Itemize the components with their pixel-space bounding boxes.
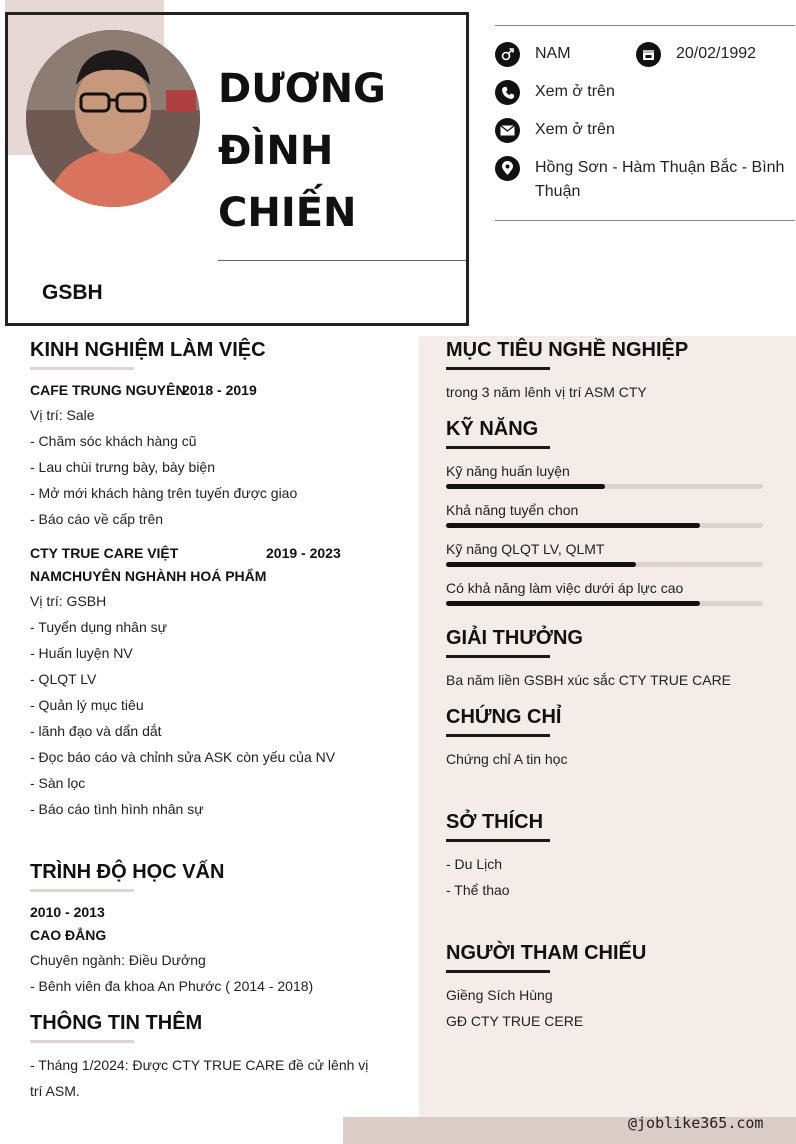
extra-info-underline — [30, 1040, 134, 1043]
birthday-row — [636, 42, 756, 67]
address-line-1: Hồng Sơn - Hàm Thuận Bắc - Bình — [535, 159, 785, 176]
skill-bar-fill — [446, 562, 636, 567]
references-title: NGƯỜI THAM CHIẾU — [446, 942, 647, 964]
education-school: CAO ĐẲNG — [30, 927, 107, 943]
education-line: - Bênh viên đa khoa An Phước ( 2014 - 2018) — [30, 978, 314, 994]
calendar-icon — [636, 42, 661, 67]
gender-row — [495, 42, 571, 67]
reference-line: Giềng Sích Hùng — [446, 987, 553, 1003]
skills-underline — [446, 446, 550, 449]
phone-value[interactable]: Xem ở trên — [535, 83, 615, 100]
job1-line: - Chăm sóc khách hàng cũ — [30, 433, 197, 449]
gender-icon — [495, 42, 520, 67]
address-line-2: Thuận — [535, 183, 581, 200]
skill-bar — [446, 601, 763, 606]
education-underline — [30, 889, 134, 892]
hobby-item: - Thể thao — [446, 882, 510, 898]
address-row — [495, 156, 784, 204]
email-icon — [495, 118, 520, 143]
hobby-item: - Du Lịch — [446, 856, 503, 872]
certificates-title: CHỨNG CHỈ — [446, 706, 562, 728]
awards-text: Ba năm liền GSBH xúc sắc CTY TRUE CARE — [446, 672, 732, 688]
contact-info — [495, 25, 795, 221]
name-line-1: DƯƠNG — [218, 66, 386, 112]
certificates-text: Chứng chỉ A tin học — [446, 751, 568, 767]
objective-title: MỤC TIÊU NGHỀ NGHIỆP — [446, 339, 689, 361]
job2-company-line2: NAMCHUYÊN NGHÀNH HOÁ PHẨM — [30, 568, 267, 584]
skill-bar-fill — [446, 484, 605, 489]
skill-bar-fill — [446, 523, 700, 528]
phone-row — [495, 80, 615, 105]
references-underline — [446, 970, 550, 973]
profile-photo — [26, 30, 200, 207]
skill-bar-fill — [446, 601, 700, 606]
job2-line: - QLQT LV — [30, 671, 97, 687]
job2-line: - Tuyển dụng nhân sự — [30, 619, 168, 635]
address-value — [535, 156, 784, 204]
job2-line: Vị trí: GSBH — [30, 593, 107, 609]
hobbies-underline — [446, 839, 550, 842]
objective-underline — [446, 367, 550, 370]
location-pin-icon — [495, 156, 520, 181]
phone-icon — [495, 80, 520, 105]
name-line-2: ĐÌNH — [218, 128, 334, 174]
job1-line: Vị trí: Sale — [30, 407, 95, 423]
skill-label: Kỹ năng huấn luyện — [446, 463, 570, 479]
skill-label: Có khả năng làm việc dưới áp lực cao — [446, 580, 684, 596]
job2-line: - Đọc báo cáo và chỉnh sửa ASK còn yếu của NV — [30, 749, 336, 765]
skill-bar — [446, 523, 763, 528]
experience-underline — [30, 367, 134, 370]
awards-underline — [446, 655, 550, 658]
job2-line: - Sàn lọc — [30, 775, 86, 791]
job2-line: - lãnh đạo và dẩn dắt — [30, 723, 162, 739]
email-row — [495, 118, 615, 143]
job1-period: 2018 - 2019 — [182, 382, 257, 398]
reference-line: GĐ CTY TRUE CERE — [446, 1013, 584, 1029]
job-position: GSBH — [42, 281, 103, 304]
skill-label: Khả năng tuyển chon — [446, 502, 579, 518]
job2-line: - Huấn luyện NV — [30, 645, 133, 661]
job1-line: - Lau chùi trưng bày, bày biện — [30, 459, 216, 475]
education-line: Chuyên ngành: Điều Dưởng — [30, 952, 206, 968]
site-watermark[interactable]: @joblike365.com — [628, 1114, 764, 1132]
skill-label: Kỹ năng QLQT LV, QLMT — [446, 541, 605, 557]
name-line-3: CHIẾN — [218, 190, 357, 236]
skills-title: KỸ NĂNG — [446, 418, 539, 440]
education-period: 2010 - 2013 — [30, 904, 105, 920]
gender-value: NAM — [535, 45, 571, 62]
full-name — [218, 58, 458, 244]
job2-line: - Báo cáo tình hình nhân sự — [30, 801, 204, 817]
email-value[interactable]: Xem ở trên — [535, 121, 615, 138]
experience-title: KINH NGHIỆM LÀM VIỆC — [30, 339, 266, 361]
job1-company: CAFE TRUNG NGUYÊN — [30, 382, 186, 398]
name-divider — [218, 260, 466, 261]
extra-info-line: trí ASM. — [30, 1083, 80, 1099]
hobbies-title: SỞ THÍCH — [446, 811, 544, 833]
job2-line: - Quản lý mục tiêu — [30, 697, 144, 713]
job2-company: CTY TRUE CARE VIỆT — [30, 545, 179, 561]
job1-line: - Mở mới khách hàng trên tuyến được giao — [30, 485, 298, 501]
extra-info-line: - Tháng 1/2024: Được CTY TRUE CARE đề cử lênh vị — [30, 1057, 369, 1073]
objective-text: trong 3 năm lênh vị trí ASM CTY — [446, 384, 647, 400]
education-title: TRÌNH ĐỘ HỌC VẤN — [30, 861, 225, 883]
awards-title: GIẢI THƯỞNG — [446, 627, 583, 649]
birthday-value: 20/02/1992 — [676, 45, 757, 62]
job2-period: 2019 - 2023 — [266, 545, 341, 561]
job1-line: - Báo cáo về cấp trên — [30, 511, 164, 527]
skill-bar — [446, 562, 763, 567]
extra-info-title: THÔNG TIN THÊM — [30, 1012, 203, 1034]
skill-bar — [446, 484, 763, 489]
certificates-underline — [446, 734, 550, 737]
